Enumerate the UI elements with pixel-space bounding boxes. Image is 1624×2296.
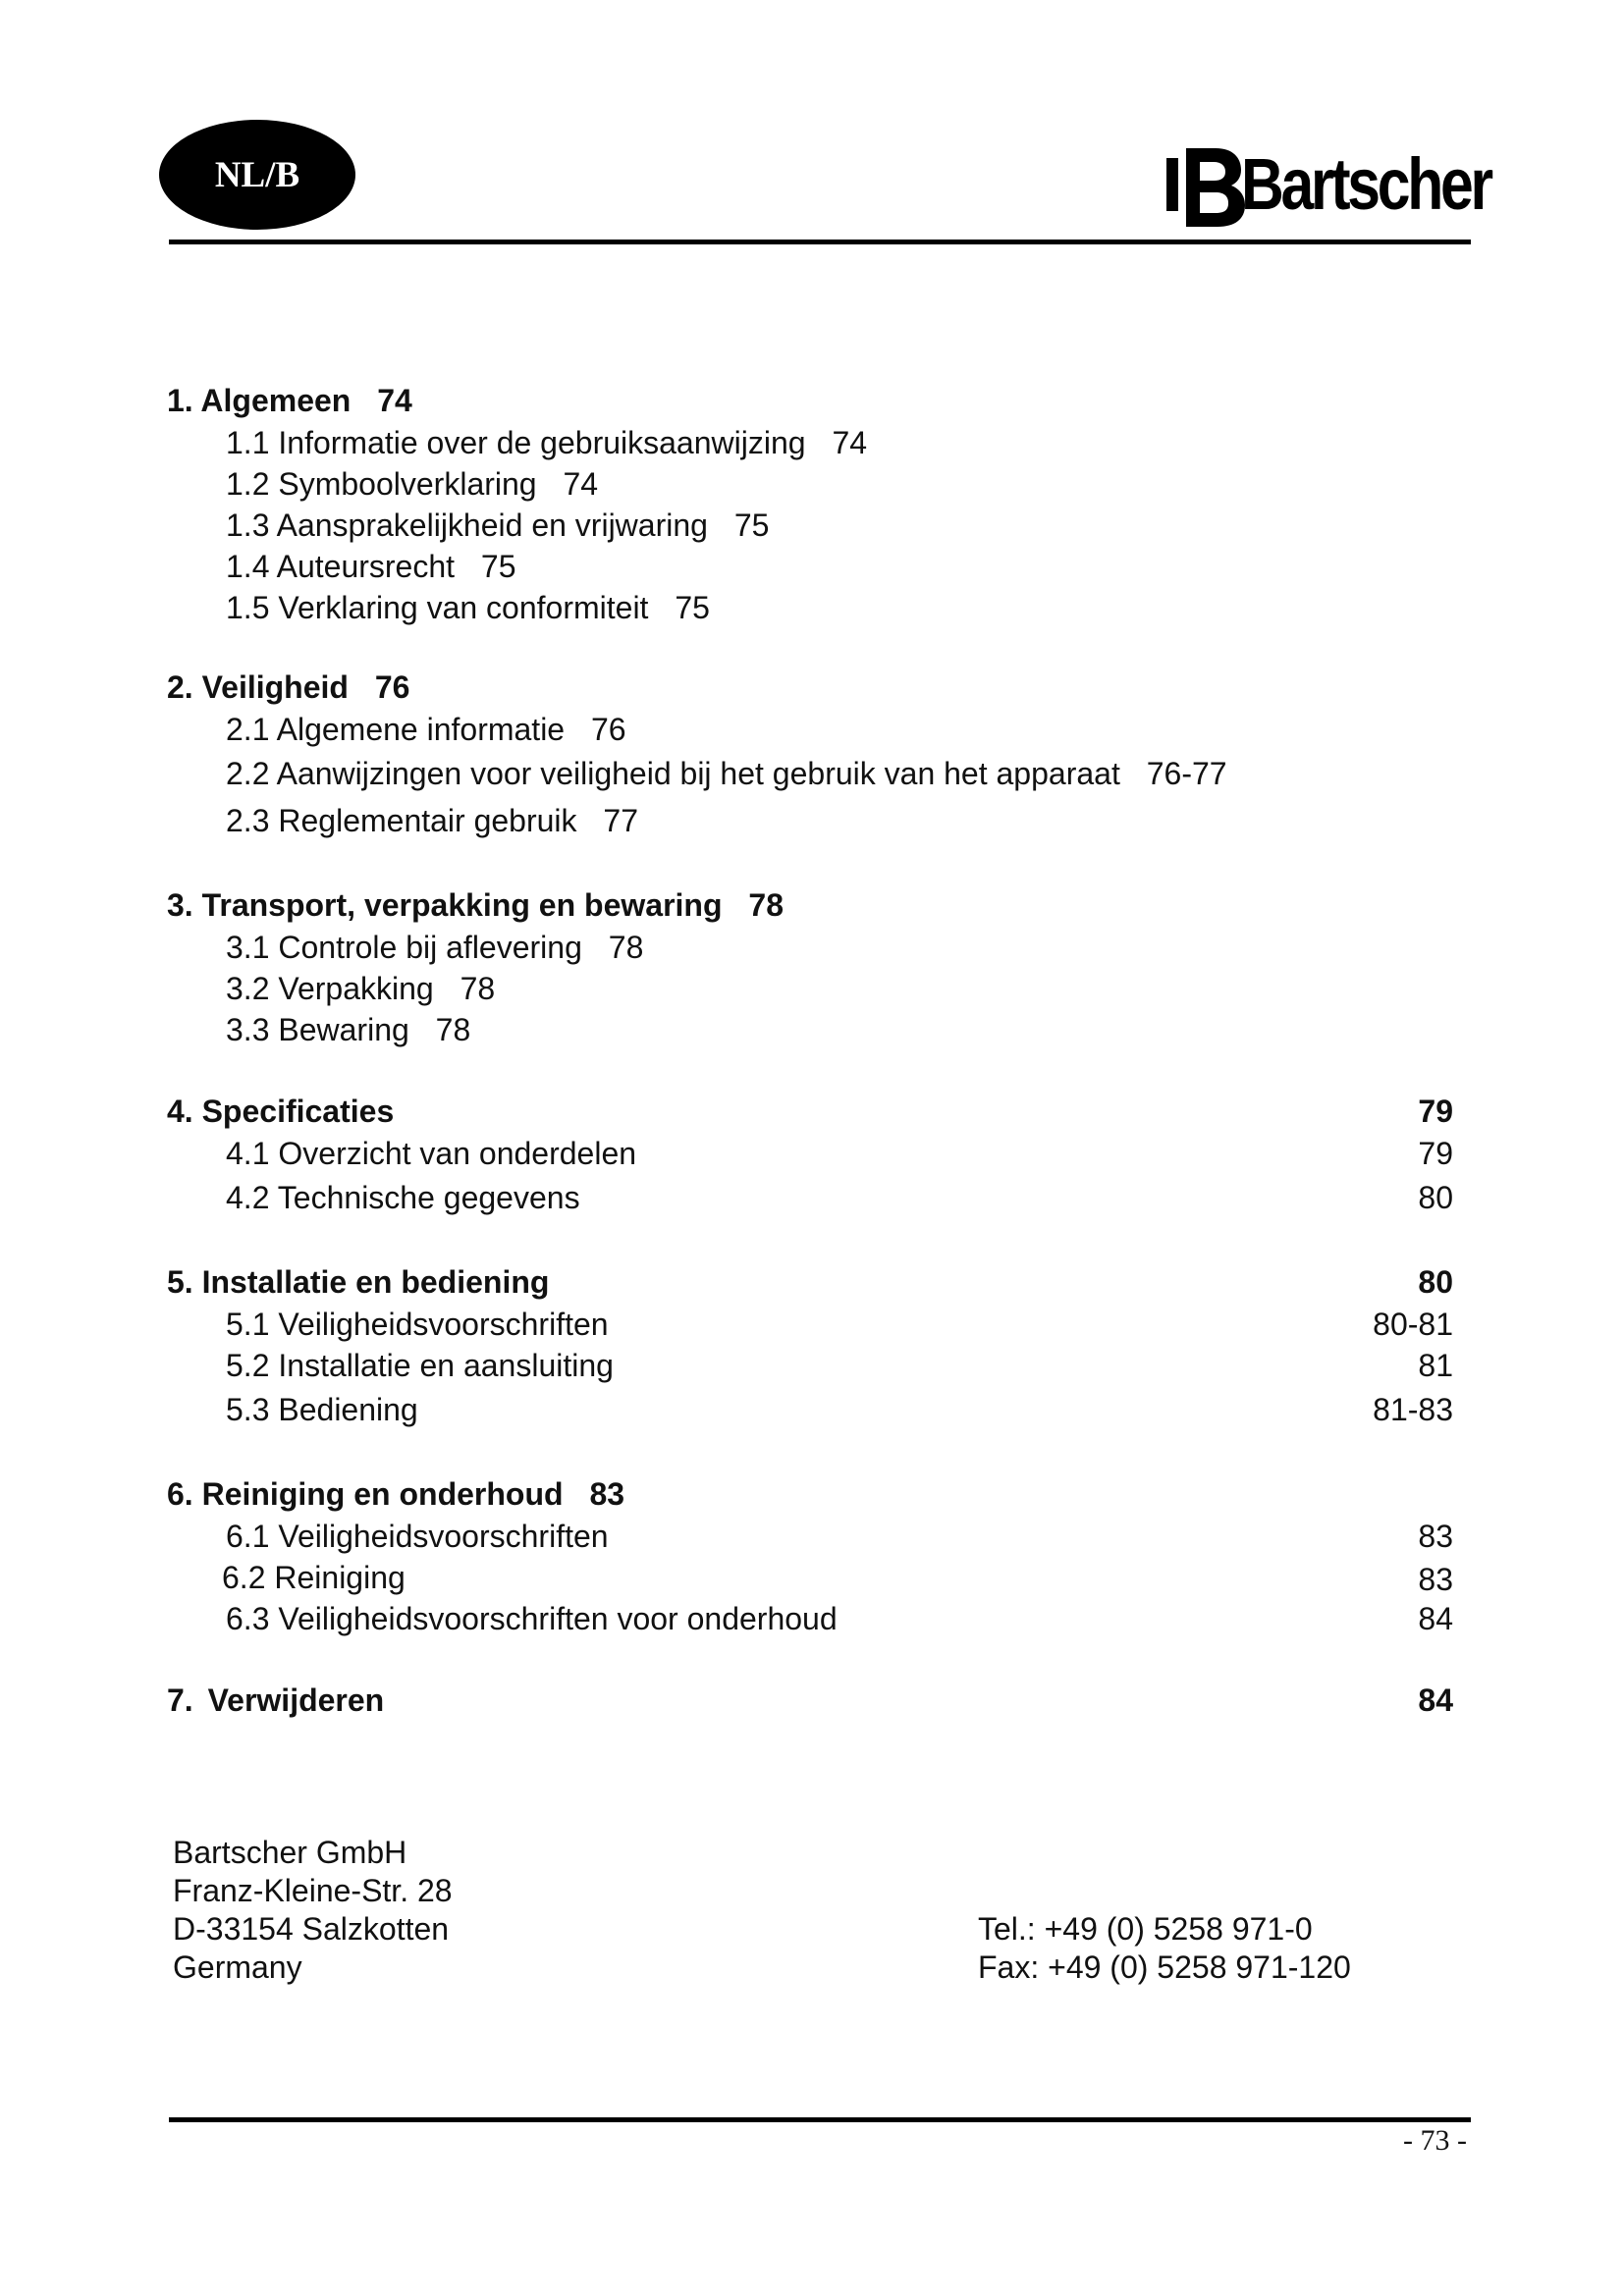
toc-heading-number: 3. — [167, 887, 193, 923]
toc-entry[interactable] — [167, 1516, 1453, 1557]
toc-entry-label: 1.2 Symboolverklaring — [226, 466, 537, 502]
toc-entry-page: 78 — [608, 930, 644, 965]
toc-entry-page: 75 — [675, 590, 710, 625]
toc-entry[interactable] — [167, 463, 1453, 505]
toc-entry-label: 3.1 Controle bij aflevering — [226, 930, 582, 965]
toc-entry-label: 1.1 Informatie over de gebruiksaanwijzing — [226, 425, 806, 460]
toc-entry-page: 76-77 — [1146, 756, 1227, 791]
toc-entry-label: 6.1 Veiligheidsvoorschriften — [226, 1519, 609, 1554]
toc-entry[interactable] — [167, 1304, 1453, 1345]
company-city: D-33154 Salzkotten — [173, 1911, 450, 1947]
toc-section-2 — [167, 666, 1453, 844]
toc-heading-page: 74 — [377, 383, 412, 418]
toc-heading-title: Reiniging en onderhoud — [201, 1476, 564, 1512]
toc-entry-page: 78 — [435, 1012, 471, 1047]
toc-heading-page: 78 — [748, 887, 784, 923]
toc-heading-number: 1. — [167, 383, 193, 418]
toc-heading-title: Verwijderen — [207, 1682, 385, 1718]
toc-entry-page: 75 — [733, 507, 770, 543]
toc-entry[interactable] — [167, 1557, 1453, 1598]
bartscher-logo — [1164, 137, 1545, 232]
company-street: Franz-Kleine-Str. 28 — [173, 1873, 453, 1908]
toc-entry-page: 74 — [563, 466, 599, 502]
toc-entry-page: 75 — [480, 549, 516, 584]
toc-heading-page: 80 — [1418, 1264, 1453, 1300]
toc-entry-label: 4.1 Overzicht van onderdelen — [226, 1136, 637, 1171]
toc-heading[interactable] — [167, 1260, 1453, 1304]
toc-heading-number: 2. — [167, 669, 193, 705]
toc-heading[interactable] — [167, 1472, 1453, 1516]
toc-section-5 — [167, 1260, 1453, 1433]
toc-entry-page: 79 — [1418, 1136, 1453, 1171]
toc-entry-label: 3.3 Bewaring — [226, 1012, 409, 1047]
page-number: - 73 - — [1403, 2124, 1467, 2157]
logo-wordmark: Bartscher — [1241, 143, 1490, 225]
company-tel[interactable]: Tel.: +49 (0) 5258 971-0 — [978, 1911, 1313, 1947]
toc-entry-page: 84 — [1418, 1601, 1453, 1636]
toc-heading-page: 84 — [1418, 1682, 1453, 1718]
toc-entry[interactable] — [167, 968, 1453, 1009]
toc-entry-label: 2.3 Reglementair gebruik — [226, 803, 577, 838]
toc-section-4 — [167, 1090, 1453, 1221]
toc-entry-label: 6.3 Veiligheidsvoorschriften voor onderhoud — [226, 1601, 838, 1636]
toc-entry[interactable] — [167, 587, 1453, 628]
toc-heading[interactable] — [167, 883, 1453, 927]
toc-entry[interactable] — [167, 546, 1453, 587]
toc-heading-number: 4. — [167, 1094, 193, 1129]
toc-entry-label: 5.1 Veiligheidsvoorschriften — [226, 1307, 609, 1342]
company-name: Bartscher GmbH — [173, 1835, 407, 1870]
company-fax: Fax: +49 (0) 5258 971-120 — [978, 1949, 1351, 1985]
toc-entry[interactable] — [167, 1598, 1453, 1639]
toc-section-1 — [167, 379, 1453, 628]
toc-entry[interactable] — [167, 422, 1453, 463]
bartscher-b-logo-icon — [1164, 140, 1249, 229]
toc-entry[interactable] — [167, 1174, 1453, 1221]
toc-entry-page: 83 — [1418, 1562, 1453, 1597]
toc-heading-number: 5. — [167, 1264, 193, 1300]
company-country: Germany — [173, 1949, 302, 1985]
toc-heading-title: Specificaties — [201, 1094, 395, 1129]
toc-entry[interactable] — [167, 927, 1453, 968]
toc-heading-title: Algemeen — [200, 383, 352, 418]
toc-entry-label: 1.5 Verklaring van conformiteit — [226, 590, 649, 625]
toc-entry[interactable] — [167, 750, 1453, 797]
toc-heading-number: 6. — [167, 1476, 193, 1512]
toc-entry-label: 6.2 Reiniging — [222, 1560, 406, 1595]
toc-heading-title: Installatie en bediening — [201, 1264, 550, 1300]
toc-entry-page: 80-81 — [1373, 1307, 1453, 1342]
toc-entry-page: 80 — [1418, 1180, 1453, 1215]
toc-heading-page: 79 — [1418, 1094, 1453, 1129]
toc-heading[interactable] — [167, 1679, 1453, 1722]
toc-section-7 — [167, 1679, 1453, 1722]
toc-entry[interactable] — [167, 1009, 1453, 1050]
toc-entry-page: 83 — [1418, 1519, 1453, 1554]
toc-entry-page: 78 — [460, 971, 496, 1006]
toc-entry[interactable] — [167, 797, 1453, 844]
toc-entry[interactable] — [167, 505, 1453, 546]
toc-section-3 — [167, 883, 1453, 1050]
toc-entry-label: 3.2 Verpakking — [226, 971, 434, 1006]
toc-section-6 — [167, 1472, 1453, 1639]
table-of-contents — [167, 379, 1453, 1761]
language-badge-label: NL/B — [214, 154, 300, 195]
toc-entry[interactable] — [167, 1133, 1453, 1174]
toc-heading-number: 7. — [167, 1682, 193, 1718]
toc-heading[interactable] — [167, 379, 1453, 422]
toc-entry-page: 81-83 — [1373, 1392, 1453, 1427]
footer-divider — [169, 2117, 1471, 2122]
toc-entry[interactable] — [167, 1386, 1453, 1433]
toc-entry-label: 1.3 Aansprakelijkheid en vrijwaring — [226, 507, 708, 543]
header-divider — [169, 240, 1471, 244]
toc-heading[interactable] — [167, 666, 1453, 709]
toc-entry-label: 5.2 Installatie en aansluiting — [226, 1348, 614, 1383]
toc-entry-label: 4.2 Technische gegevens — [226, 1180, 580, 1215]
toc-entry-page: 77 — [603, 803, 639, 838]
toc-entry-label: 2.1 Algemene informatie — [226, 712, 566, 747]
toc-heading-page: 83 — [589, 1476, 625, 1512]
toc-entry-label: 5.3 Bediening — [226, 1392, 418, 1427]
toc-entry-page: 74 — [832, 425, 868, 460]
toc-entry-label: 1.4 Auteursrecht — [226, 549, 456, 584]
company-address — [173, 1834, 453, 1987]
toc-heading-title: Veiligheid — [201, 669, 349, 705]
toc-heading-page: 76 — [374, 669, 410, 705]
toc-entry-label: 2.2 Aanwijzingen voor veiligheid bij het gebruik van het apparaat — [226, 756, 1120, 791]
toc-entry[interactable] — [167, 1345, 1453, 1386]
language-badge — [159, 120, 355, 230]
toc-heading[interactable] — [167, 1090, 1453, 1133]
toc-entry-page: 76 — [590, 712, 626, 747]
toc-heading-title: Transport, verpakking en bewaring — [201, 887, 723, 923]
toc-entry-page: 81 — [1418, 1348, 1453, 1383]
toc-entry[interactable] — [167, 709, 1453, 750]
company-contact — [978, 1910, 1351, 1987]
